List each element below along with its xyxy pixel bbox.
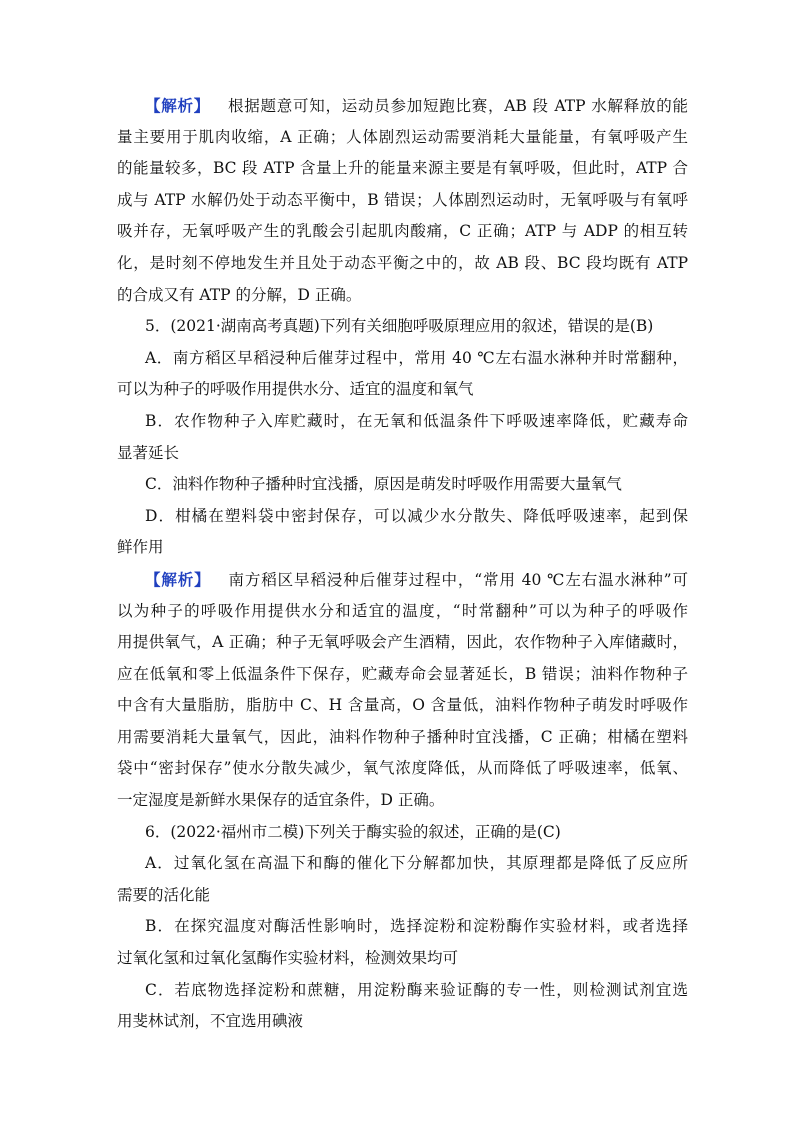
analysis-line: 的能量较多，BC 段 ATP 含量上升的能量来源主要是有氧呼吸，但此时，ATP 合 [117, 159, 688, 178]
analysis-line: 的合成又有 ATP 的分解，D 正确。 [117, 285, 362, 304]
analysis-line: 吸并存，无氧呼吸产生的乳酸会引起肌肉酸痛，C 正确；ATP 与 ADP 的相互转 [117, 222, 688, 241]
analysis-line: 量主要用于肌肉收缩，A 正确；人体剧烈运动需要消耗大量能量，有氧呼吸产生 [117, 127, 688, 146]
option-d: D．柑橘在塑料袋中密封保存，可以减少水分散失、降低呼吸速率，起到保 [145, 506, 688, 525]
option-c: C．油料作物种子播种时宜浅播，原因是萌发时呼吸作用需要大量氧气 [145, 475, 622, 494]
question-5 [117, 311, 688, 564]
analysis-line: 【解析】 根据题意可知，运动员参加短跑比赛，AB 段 ATP 水解释放的能 [145, 96, 688, 115]
question-6 [117, 817, 688, 1038]
option-a-cont: 需要的活化能 [117, 885, 211, 904]
analysis-line: 化，是时刻不停地发生并且处于动态平衡之中的，故 AB 段、BC 段均既有 ATP [117, 253, 688, 272]
question-stem: 5．(2021·湖南高考真题)下列有关细胞呼吸原理应用的叙述，错误的是(B) [145, 317, 654, 336]
analysis-block-2 [117, 564, 688, 817]
option-c-cont: 用斐林试剂，不宜选用碘液 [117, 1012, 304, 1031]
option-d-cont: 鲜作用 [117, 538, 164, 557]
analysis-line: 成与 ATP 水解仍处于动态平衡中，B 错误；人体剧烈运动时，无氧呼吸与有氧呼 [117, 190, 688, 209]
analysis-line: 一定湿度是新鲜水果保存的适宜条件，D 正确。 [117, 791, 445, 810]
option-c: C．若底物选择淀粉和蔗糖，用淀粉酶来验证酶的专一性，则检测试剂宜选 [145, 980, 688, 999]
analysis-line: 以为种子的呼吸作用提供水分和适宜的温度，“时常翻种”可以为种子的呼吸作 [117, 601, 688, 620]
option-b-cont: 过氧化氢和过氧化氢酶作实验材料，检测效果均可 [117, 949, 459, 968]
option-b-cont: 显著延长 [117, 443, 180, 462]
analysis-label: 【解析】 [145, 96, 211, 115]
option-a: A．南方稻区早稻浸种后催芽过程中，常用 40 ℃左右温水淋种并时常翻种， [145, 348, 688, 367]
option-a: A．过氧化氢在高温下和酶的催化下分解都加快，其原理都是降低了反应所 [145, 854, 688, 873]
analysis-block-1 [117, 90, 688, 311]
option-b: B．农作物种子入库贮藏时，在无氧和低温条件下呼吸速率降低，贮藏寿命 [145, 411, 688, 430]
option-b: B．在探究温度对酶活性影响时，选择淀粉和淀粉酶作实验材料，或者选择 [145, 917, 688, 936]
analysis-line: 中含有大量脂肪，脂肪中 C、H 含量高，O 含量低，油料作物种子萌发时呼吸作 [117, 696, 688, 715]
analysis-line: 袋中“密封保存”使水分散失减少，氧气浓度降低，从而降低了呼吸速率，低氧、 [117, 759, 688, 778]
analysis-line: 用需要消耗大量氧气，因此，油料作物种子播种时宜浅播，C 正确；柑橘在塑料 [117, 727, 688, 746]
option-a-cont: 可以为种子的呼吸作用提供水分、适宜的温度和氧气 [117, 380, 474, 399]
analysis-line: 应在低氧和零上低温条件下保存，贮藏寿命会显著延长，B 错误；油料作物种子 [117, 664, 688, 683]
analysis-label: 【解析】 [145, 569, 211, 589]
analysis-line: 用提供氧气，A 正确；种子无氧呼吸会产生酒精，因此，农作物种子入库储藏时， [117, 633, 688, 652]
question-stem: 6．(2022·福州市二模)下列关于酶实验的叙述，正确的是(C) [145, 822, 561, 841]
analysis-line: 【解析】 南方稻区早稻浸种后催芽过程中，“常用 40 ℃左右温水淋种”可 [145, 569, 688, 589]
document-page [117, 90, 688, 1038]
